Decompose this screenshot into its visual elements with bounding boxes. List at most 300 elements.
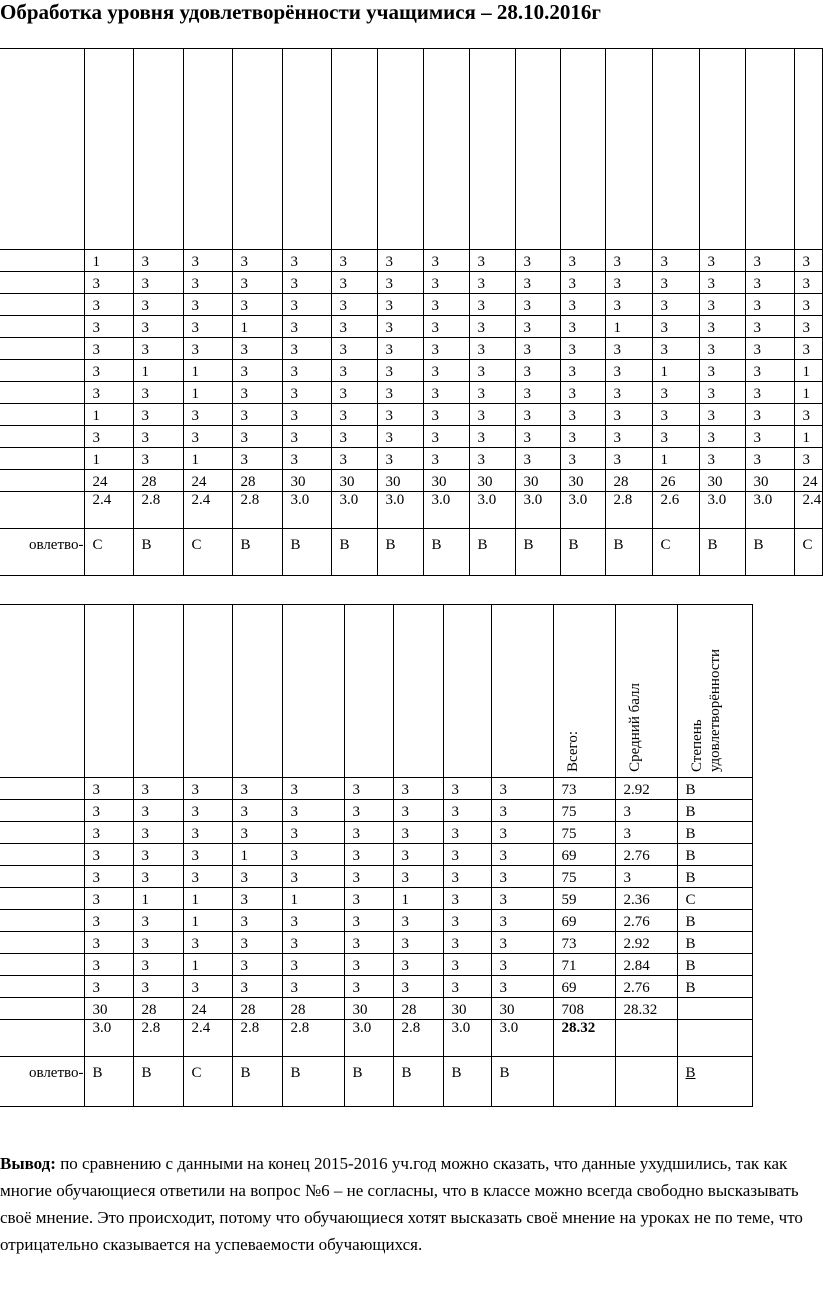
- header-cell: [699, 49, 745, 250]
- average-cell: 3.0: [443, 1020, 491, 1057]
- sum-cell: 708: [553, 998, 615, 1020]
- value-cell: 3: [84, 888, 133, 910]
- value-cell: 3: [515, 426, 560, 448]
- header-cell: [377, 49, 423, 250]
- value-cell: 3: [133, 316, 183, 338]
- value-cell: 3: [699, 250, 745, 272]
- value-cell: 3: [491, 800, 553, 822]
- average-cell: 2.4: [183, 492, 232, 529]
- value-cell: 1: [84, 404, 133, 426]
- value-cell: В: [677, 976, 752, 998]
- value-cell: 3: [605, 338, 652, 360]
- sum-cell: 28: [133, 998, 183, 1020]
- value-cell: В: [677, 800, 752, 822]
- value-cell: 59: [553, 888, 615, 910]
- row-label-cell: [0, 49, 84, 250]
- value-cell: 2.92: [615, 932, 677, 954]
- header-cell: [133, 49, 183, 250]
- grade-cell: В: [282, 529, 331, 576]
- grade-label-cell: овлетво-: [0, 1057, 84, 1107]
- table-row: [0, 888, 752, 910]
- page-title: Обработка уровня удовлетворённости учащимися – 28.10.2016г: [0, 0, 601, 24]
- value-cell: 3: [560, 404, 605, 426]
- average-cell: 2.8: [393, 1020, 443, 1057]
- value-cell: 3: [605, 426, 652, 448]
- value-cell: 3: [377, 294, 423, 316]
- value-cell: 3: [331, 338, 377, 360]
- conclusion-lead: Вывод:: [0, 1154, 56, 1173]
- sum-cell: 30: [282, 470, 331, 492]
- value-cell: 2.76: [615, 910, 677, 932]
- value-cell: 3: [331, 360, 377, 382]
- value-cell: 3: [491, 866, 553, 888]
- value-cell: 3: [377, 382, 423, 404]
- row-label-cell: [0, 605, 84, 778]
- table-row: [0, 778, 752, 800]
- table-row: [0, 866, 752, 888]
- grade-cell: В: [443, 1057, 491, 1107]
- row-label-cell: [0, 822, 84, 844]
- value-cell: 3: [794, 316, 822, 338]
- value-cell: 1: [393, 888, 443, 910]
- value-cell: 3: [232, 932, 282, 954]
- value-cell: 75: [553, 866, 615, 888]
- value-cell: 3: [183, 822, 232, 844]
- value-cell: 3: [377, 404, 423, 426]
- average-cell: 3.0: [515, 492, 560, 529]
- grade-cell: В: [393, 1057, 443, 1107]
- value-cell: 3: [423, 250, 469, 272]
- header-cell: [331, 49, 377, 250]
- value-cell: 3: [133, 426, 183, 448]
- value-cell: 3: [745, 250, 794, 272]
- value-cell: 3: [133, 294, 183, 316]
- table-row: [0, 272, 822, 294]
- value-cell: 3: [469, 404, 515, 426]
- value-cell: 3: [377, 448, 423, 470]
- value-cell: 3: [423, 448, 469, 470]
- value-cell: 3: [423, 316, 469, 338]
- average-header-text: Средний балл: [626, 683, 643, 772]
- value-cell: 3: [183, 932, 232, 954]
- value-cell: 3: [232, 382, 282, 404]
- value-cell: 69: [553, 844, 615, 866]
- value-cell: В: [677, 844, 752, 866]
- sum-cell: 30: [344, 998, 393, 1020]
- value-cell: 1: [183, 888, 232, 910]
- value-cell: 3: [282, 954, 344, 976]
- value-cell: 3: [560, 316, 605, 338]
- row-label-cell: [0, 492, 84, 529]
- row-label-cell: [0, 998, 84, 1020]
- value-cell: 3: [423, 338, 469, 360]
- header-cell: [232, 49, 282, 250]
- average-cell: 3.0: [560, 492, 605, 529]
- value-cell: 3: [84, 800, 133, 822]
- grade-cell: В: [133, 529, 183, 576]
- value-cell: 3: [745, 316, 794, 338]
- value-cell: 1: [652, 448, 699, 470]
- sum-row: [0, 470, 822, 492]
- sum-cell: 30: [443, 998, 491, 1020]
- value-cell: 3: [515, 250, 560, 272]
- value-cell: 3: [232, 888, 282, 910]
- grade-cell: С: [84, 529, 133, 576]
- value-cell: 3: [282, 316, 331, 338]
- table-row: [0, 294, 822, 316]
- value-cell: 3: [652, 272, 699, 294]
- sum-cell: 30: [331, 470, 377, 492]
- value-cell: 3: [133, 800, 183, 822]
- value-cell: 73: [553, 778, 615, 800]
- grade-cell: В: [331, 529, 377, 576]
- average-cell: 2.8: [282, 1020, 344, 1057]
- grade-cell: С: [183, 529, 232, 576]
- table-row: [0, 932, 752, 954]
- value-cell: 3: [443, 910, 491, 932]
- value-cell: 3: [469, 448, 515, 470]
- value-cell: 3: [344, 844, 393, 866]
- value-cell: 3: [282, 404, 331, 426]
- value-cell: 1: [794, 426, 822, 448]
- value-cell: 3: [652, 338, 699, 360]
- value-cell: 3: [515, 382, 560, 404]
- average-row: [0, 1020, 752, 1057]
- sum-cell: 26: [652, 470, 699, 492]
- total-header-text: Всего:: [564, 731, 581, 772]
- average-cell: 2.8: [133, 1020, 183, 1057]
- grade-cell: В: [133, 1057, 183, 1107]
- value-cell: 3: [282, 426, 331, 448]
- sum-cell: 28: [232, 998, 282, 1020]
- value-cell: 3: [183, 250, 232, 272]
- grade-row: [0, 1057, 752, 1107]
- average-cell: 2.4: [183, 1020, 232, 1057]
- value-cell: 3: [423, 404, 469, 426]
- row-label-cell: [0, 294, 84, 316]
- value-cell: 3: [133, 272, 183, 294]
- value-cell: 3: [699, 426, 745, 448]
- value-cell: 3: [491, 888, 553, 910]
- value-cell: 3: [282, 272, 331, 294]
- value-cell: 3: [745, 294, 794, 316]
- value-cell: 3: [282, 932, 344, 954]
- value-cell: 3: [377, 272, 423, 294]
- value-cell: 3: [794, 272, 822, 294]
- value-cell: 3: [745, 426, 794, 448]
- value-cell: 3: [443, 954, 491, 976]
- value-cell: 3: [699, 404, 745, 426]
- value-cell: 3: [745, 338, 794, 360]
- value-cell: 3: [133, 448, 183, 470]
- header-cell: [344, 605, 393, 778]
- row-label-cell: [0, 382, 84, 404]
- table-row: [0, 404, 822, 426]
- value-cell: 3: [133, 822, 183, 844]
- value-cell: 3: [84, 426, 133, 448]
- value-cell: 3: [331, 272, 377, 294]
- header-cell: [560, 49, 605, 250]
- value-cell: 3: [232, 954, 282, 976]
- average-cell: 2.6: [652, 492, 699, 529]
- value-cell: 69: [553, 910, 615, 932]
- value-cell: 1: [652, 360, 699, 382]
- value-cell: 3: [423, 272, 469, 294]
- value-cell: 1: [84, 448, 133, 470]
- sum-cell: [677, 998, 752, 1020]
- average-cell: 3.0: [699, 492, 745, 529]
- value-cell: 1: [794, 360, 822, 382]
- value-cell: 3: [443, 976, 491, 998]
- value-cell: 3: [699, 294, 745, 316]
- value-cell: 3: [232, 360, 282, 382]
- value-cell: 3: [282, 778, 344, 800]
- sum-cell: 24: [794, 470, 822, 492]
- header-cell: [133, 605, 183, 778]
- value-cell: 3: [652, 404, 699, 426]
- value-cell: 3: [699, 338, 745, 360]
- value-cell: 3: [282, 338, 331, 360]
- value-cell: 1: [794, 382, 822, 404]
- table-row: [0, 800, 752, 822]
- value-cell: 3: [183, 778, 232, 800]
- value-cell: 3: [232, 866, 282, 888]
- satisfaction-table-2: [0, 604, 753, 1107]
- sum-cell: 30: [745, 470, 794, 492]
- value-cell: 3: [84, 976, 133, 998]
- value-cell: 1: [282, 888, 344, 910]
- value-cell: 3: [699, 360, 745, 382]
- value-cell: 3: [133, 382, 183, 404]
- value-cell: 3: [491, 976, 553, 998]
- average-cell: 28.32: [553, 1020, 615, 1057]
- average-cell: [677, 1020, 752, 1057]
- header-cell: [745, 49, 794, 250]
- value-cell: 3: [344, 800, 393, 822]
- value-cell: 3: [84, 272, 133, 294]
- value-cell: 3: [232, 910, 282, 932]
- sum-cell: 24: [183, 998, 232, 1020]
- value-cell: 3: [344, 976, 393, 998]
- grade-cell: [553, 1057, 615, 1107]
- value-cell: 3: [133, 910, 183, 932]
- degree-header: [677, 605, 752, 778]
- value-cell: 3: [515, 448, 560, 470]
- row-label-cell: [0, 954, 84, 976]
- value-cell: 3: [282, 910, 344, 932]
- value-cell: 3: [491, 932, 553, 954]
- value-cell: 3: [344, 888, 393, 910]
- value-cell: 3: [344, 910, 393, 932]
- value-cell: 3: [282, 866, 344, 888]
- value-cell: 3: [794, 294, 822, 316]
- value-cell: 3: [183, 800, 232, 822]
- value-cell: 3: [232, 800, 282, 822]
- value-cell: 3: [560, 382, 605, 404]
- value-cell: 3: [491, 822, 553, 844]
- sum-cell: 30: [423, 470, 469, 492]
- header-cell: [469, 49, 515, 250]
- value-cell: 71: [553, 954, 615, 976]
- value-cell: 1: [183, 954, 232, 976]
- value-cell: 3: [393, 976, 443, 998]
- value-cell: 3: [232, 294, 282, 316]
- value-cell: 3: [393, 778, 443, 800]
- grade-label-cell: овлетво-: [0, 529, 84, 576]
- value-cell: 3: [344, 822, 393, 844]
- value-cell: 3: [133, 250, 183, 272]
- value-cell: 3: [232, 404, 282, 426]
- value-cell: 3: [745, 448, 794, 470]
- value-cell: 3: [423, 382, 469, 404]
- value-cell: 3: [423, 360, 469, 382]
- grade-cell: В: [377, 529, 423, 576]
- table-row: [0, 426, 822, 448]
- grade-cell: С: [652, 529, 699, 576]
- value-cell: 3: [699, 448, 745, 470]
- value-cell: 3: [282, 844, 344, 866]
- value-cell: 3: [232, 976, 282, 998]
- value-cell: 3: [133, 404, 183, 426]
- value-cell: 3: [515, 316, 560, 338]
- value-cell: 3: [183, 844, 232, 866]
- value-cell: 1: [183, 448, 232, 470]
- value-cell: 3: [183, 426, 232, 448]
- header-cell: [794, 49, 822, 250]
- average-cell: 3.0: [469, 492, 515, 529]
- value-cell: 3: [84, 382, 133, 404]
- value-cell: 3: [377, 316, 423, 338]
- value-cell: 1: [605, 316, 652, 338]
- average-cell: 2.8: [133, 492, 183, 529]
- sum-cell: 30: [560, 470, 605, 492]
- value-cell: 3: [515, 360, 560, 382]
- grade-cell: С: [794, 529, 822, 576]
- header-cell: [423, 49, 469, 250]
- header-cell: [84, 49, 133, 250]
- value-cell: 3: [469, 360, 515, 382]
- value-cell: 3: [794, 250, 822, 272]
- value-cell: 3: [745, 404, 794, 426]
- sum-row: [0, 998, 752, 1020]
- value-cell: 3: [377, 250, 423, 272]
- table-row: [0, 316, 822, 338]
- value-cell: 3: [393, 954, 443, 976]
- value-cell: 3: [699, 272, 745, 294]
- average-cell: 3.0: [331, 492, 377, 529]
- average-cell: 3.0: [84, 1020, 133, 1057]
- value-cell: 3: [232, 822, 282, 844]
- total-header: [553, 605, 615, 778]
- average-header: [615, 605, 677, 778]
- grade-cell: В: [423, 529, 469, 576]
- value-cell: 3: [393, 844, 443, 866]
- value-cell: 3: [605, 382, 652, 404]
- value-cell: 2.84: [615, 954, 677, 976]
- table-row: [0, 448, 822, 470]
- value-cell: 3: [84, 778, 133, 800]
- value-cell: 2.92: [615, 778, 677, 800]
- value-cell: 3: [282, 448, 331, 470]
- row-label-cell: [0, 250, 84, 272]
- value-cell: 3: [344, 778, 393, 800]
- value-cell: 3: [560, 272, 605, 294]
- value-cell: 3: [282, 382, 331, 404]
- value-cell: 3: [699, 316, 745, 338]
- value-cell: 3: [344, 866, 393, 888]
- grade-cell: В: [699, 529, 745, 576]
- table-row: [0, 910, 752, 932]
- value-cell: 3: [84, 932, 133, 954]
- grade-cell: В: [560, 529, 605, 576]
- sum-cell: 30: [377, 470, 423, 492]
- value-cell: 3: [84, 844, 133, 866]
- value-cell: 3: [560, 250, 605, 272]
- value-cell: 3: [377, 338, 423, 360]
- row-label-cell: [0, 316, 84, 338]
- value-cell: 3: [331, 426, 377, 448]
- average-cell: 3.0: [282, 492, 331, 529]
- grade-cell: В: [745, 529, 794, 576]
- value-cell: 1: [133, 360, 183, 382]
- table-row: [0, 382, 822, 404]
- value-cell: 3: [652, 382, 699, 404]
- grade-cell: В: [232, 529, 282, 576]
- value-cell: В: [677, 822, 752, 844]
- value-cell: 3: [133, 778, 183, 800]
- value-cell: 3: [331, 448, 377, 470]
- value-cell: 3: [605, 404, 652, 426]
- average-cell: 2.8: [232, 1020, 282, 1057]
- sum-cell: 28: [133, 470, 183, 492]
- value-cell: В: [677, 932, 752, 954]
- table-row: [0, 360, 822, 382]
- row-label-cell: [0, 426, 84, 448]
- row-label-cell: [0, 866, 84, 888]
- value-cell: 1: [183, 910, 232, 932]
- value-cell: 3: [133, 338, 183, 360]
- sum-cell: 28.32: [615, 998, 677, 1020]
- grade-cell: В: [605, 529, 652, 576]
- grade-row: [0, 529, 822, 576]
- value-cell: 3: [605, 294, 652, 316]
- value-cell: 3: [423, 426, 469, 448]
- value-cell: 3: [84, 910, 133, 932]
- value-cell: 3: [344, 932, 393, 954]
- value-cell: 3: [393, 910, 443, 932]
- value-cell: 3: [605, 272, 652, 294]
- value-cell: 3: [331, 250, 377, 272]
- value-cell: В: [677, 954, 752, 976]
- header-cell: [393, 605, 443, 778]
- average-cell: 2.8: [232, 492, 282, 529]
- value-cell: 3: [469, 294, 515, 316]
- value-cell: 3: [282, 360, 331, 382]
- value-cell: 3: [605, 448, 652, 470]
- value-cell: 3: [393, 800, 443, 822]
- row-label-cell: [0, 976, 84, 998]
- value-cell: 3: [745, 272, 794, 294]
- average-cell: 2.4: [794, 492, 822, 529]
- grade-cell: В: [677, 1057, 752, 1107]
- table-row: [0, 250, 822, 272]
- sum-cell: 30: [515, 470, 560, 492]
- value-cell: 69: [553, 976, 615, 998]
- value-cell: 3: [183, 294, 232, 316]
- value-cell: 3: [469, 426, 515, 448]
- header-cell: [282, 605, 344, 778]
- value-cell: 1: [84, 250, 133, 272]
